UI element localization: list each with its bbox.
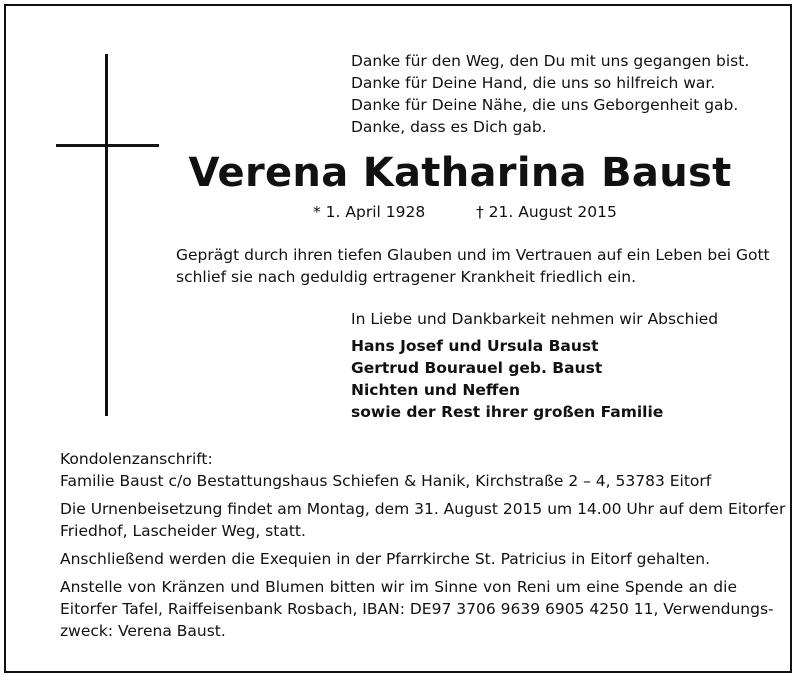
poem — [351, 50, 749, 138]
poem-line: Danke für Deine Hand, die uns so hilfreich war. — [351, 74, 716, 92]
burial-line: Die Urnenbeisetzung findet am Montag, dem 31. August 2015 um 14.00 Uhr auf dem Eitorfer — [60, 500, 786, 518]
cross-icon-vertical — [105, 54, 108, 416]
donation-line: Eitorfer Tafel, Raiffeisenbank Rosbach, IBAN: DE97 3706 9639 6905 4250 11, Verwendungs- — [60, 600, 774, 618]
condolence-address: Familie Baust c/o Bestattungshaus Schiefen & Hanik, Kirchstraße 2 – 4, 53783 Eitorf — [60, 472, 712, 490]
donation-line: Anstelle von Kränzen und Blumen bitten wir im Sinne von Reni um eine Spende an die — [60, 578, 737, 596]
info-section — [60, 448, 786, 648]
condolence-block — [60, 448, 737, 492]
poem-line: Danke für den Weg, den Du mit uns gegangen bist. — [351, 52, 750, 70]
cross-icon-horizontal — [56, 144, 159, 147]
burial-block — [60, 498, 786, 542]
death-date: † 21. August 2015 — [476, 203, 617, 221]
poem-line: Danke für Deine Nähe, die uns Geborgenheit gab. — [351, 96, 739, 114]
deceased-name: Verena Katharina Baust — [188, 150, 732, 196]
donation-block — [60, 576, 774, 642]
obituary-line: schlief sie nach geduldig ertragener Krankheit friedlich ein. — [176, 268, 637, 286]
exequies-block — [60, 548, 737, 570]
obituary-text — [176, 244, 770, 288]
exequies-line: Anschließend werden die Exequien in der Pfarrkirche St. Patricius in Eitorf gehalten. — [60, 550, 711, 568]
obituary-line: Geprägt durch ihren tiefen Glauben und im Vertrauen auf ein Leben bei Gott — [176, 246, 770, 264]
mourner: Hans Josef und Ursula Baust — [351, 337, 599, 355]
donation-line: zweck: Verena Baust. — [60, 622, 226, 640]
mourner: Gertrud Bourauel geb. Baust — [351, 359, 603, 377]
poem-line: Danke, dass es Dich gab. — [351, 118, 547, 136]
mourner: sowie der Rest ihrer großen Familie — [351, 403, 664, 421]
mourner: Nichten und Neffen — [351, 381, 521, 399]
condolence-label: Kondolenzanschrift: — [60, 450, 213, 468]
farewell-line: In Liebe und Dankbarkeit nehmen wir Abschied — [351, 310, 719, 328]
mourners-list — [351, 335, 663, 423]
burial-line: Friedhof, Lascheider Weg, statt. — [60, 522, 306, 540]
birth-date: * 1. April 1928 — [313, 203, 426, 221]
